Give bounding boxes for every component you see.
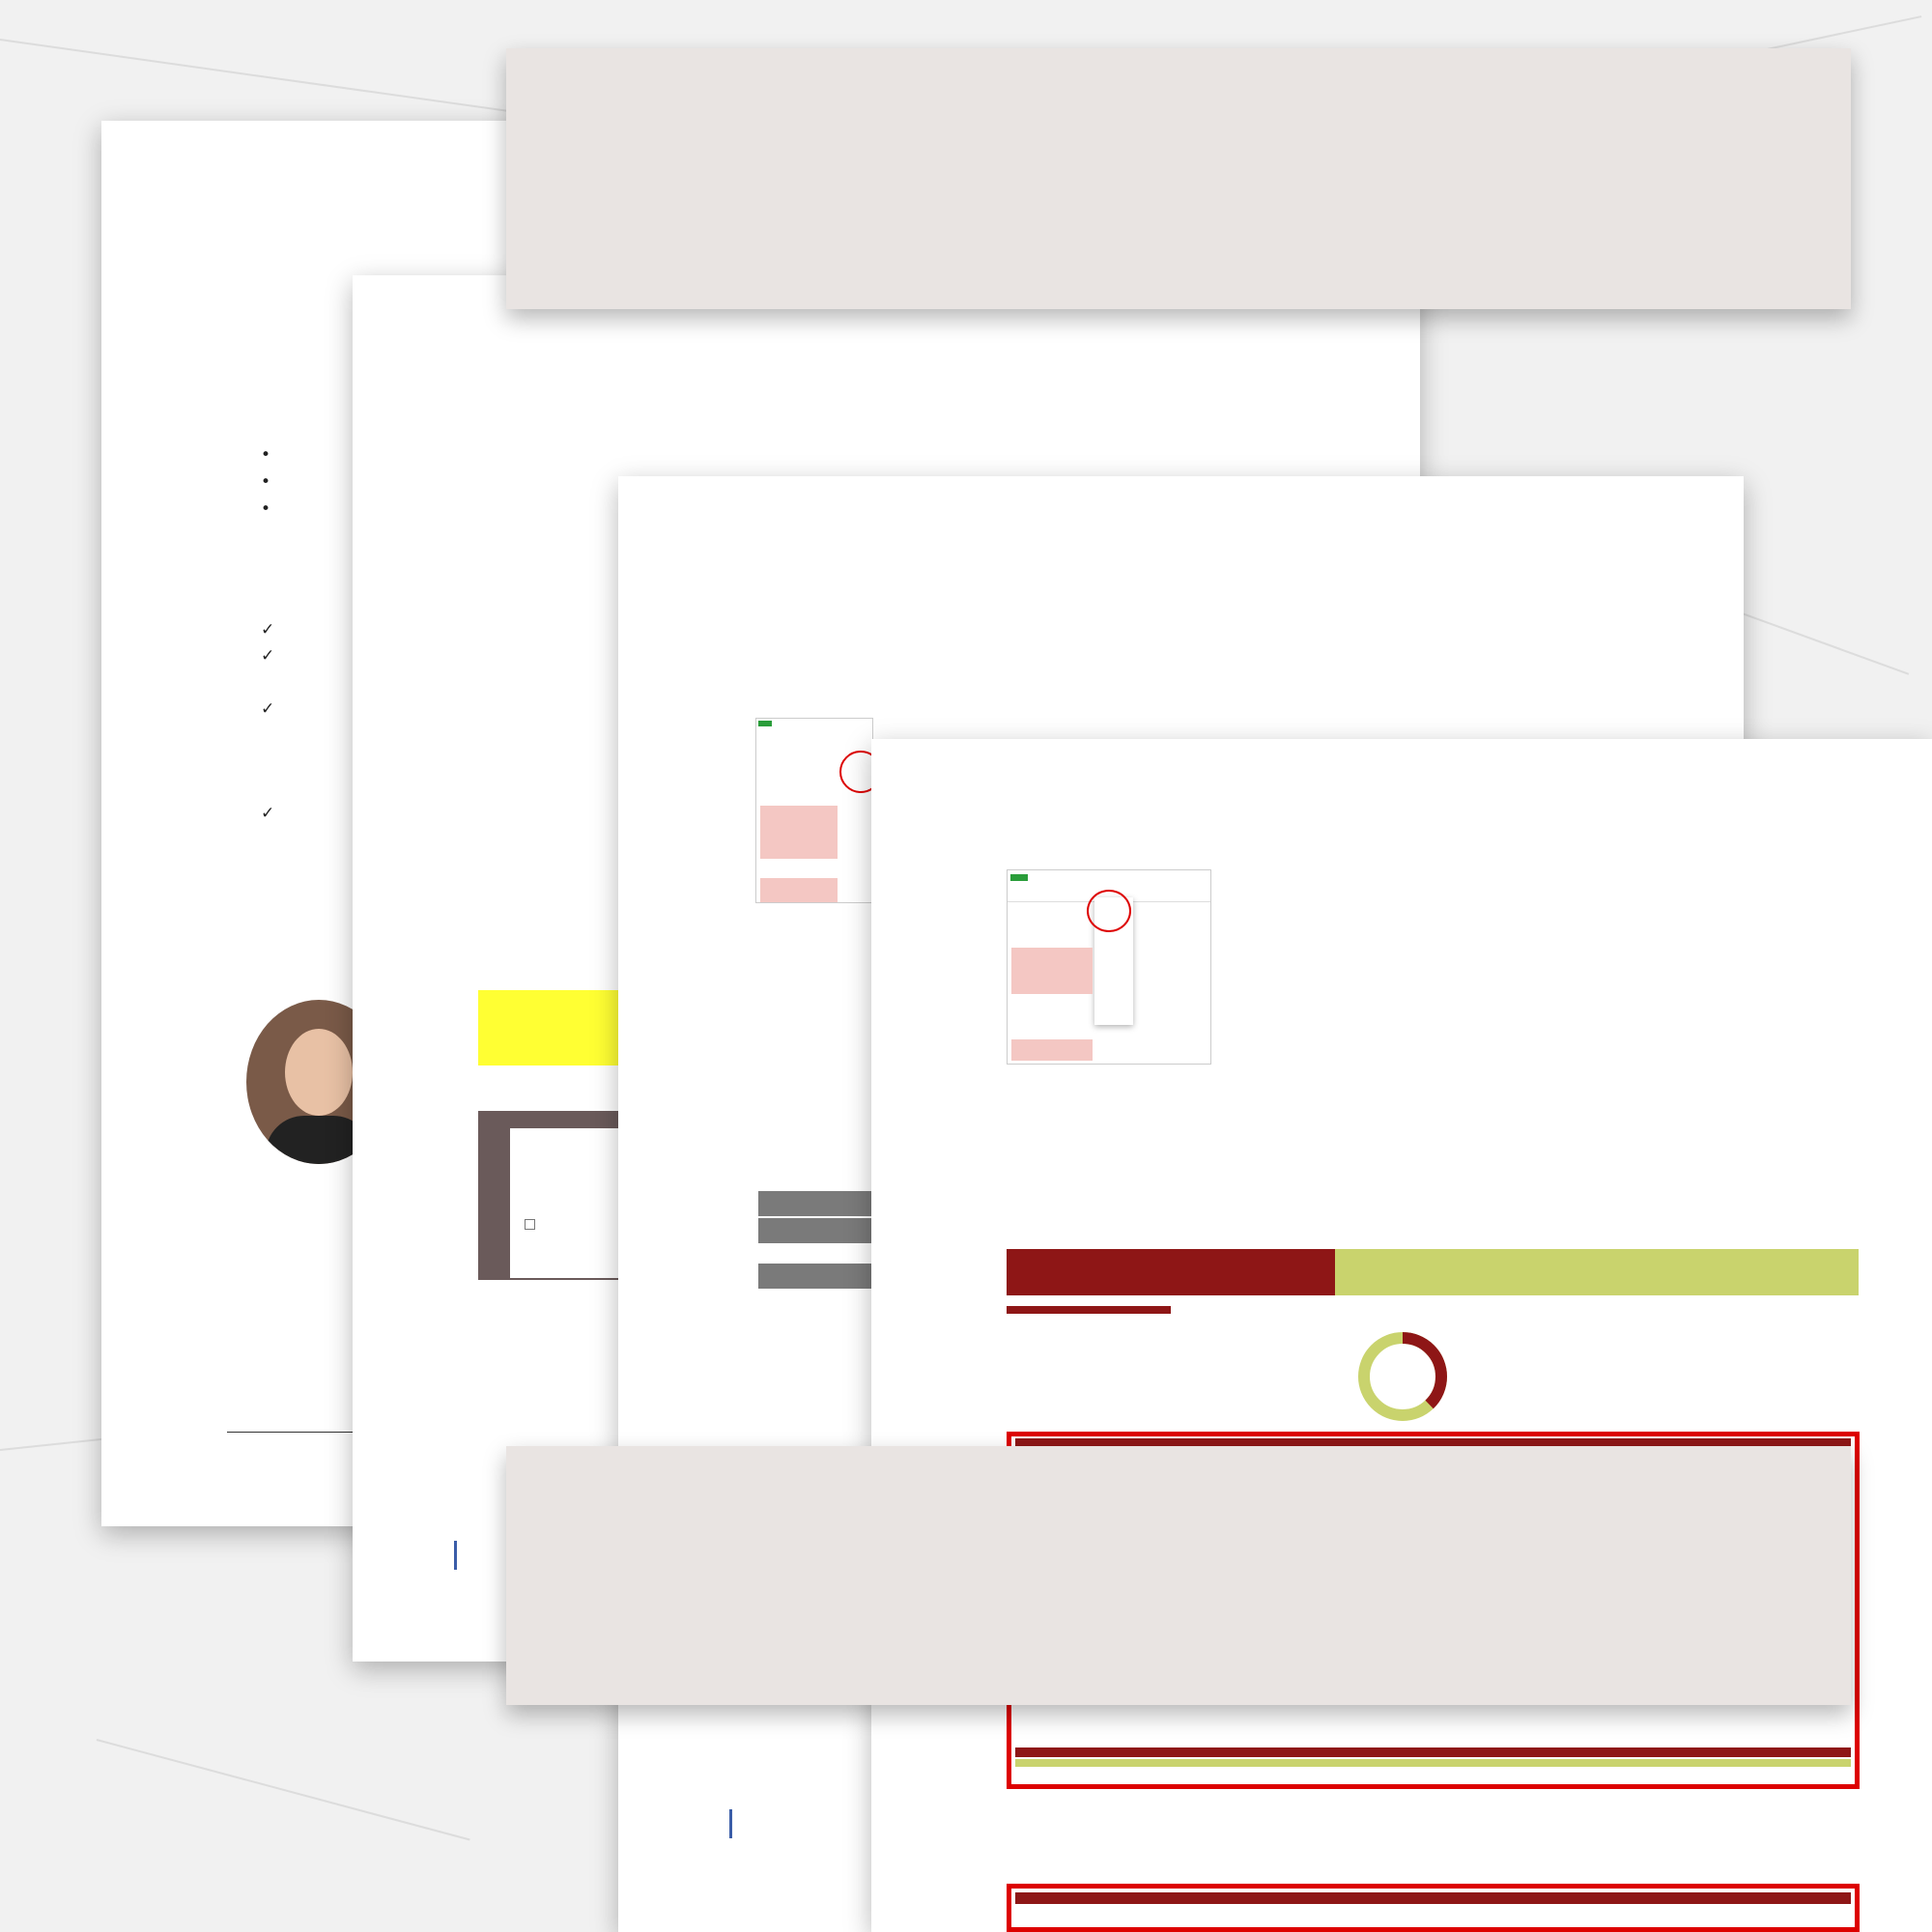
bar-chart (1470, 1307, 1857, 1433)
date-banner (1335, 1249, 1859, 1295)
check-icon: ✓ (261, 699, 275, 719)
bullet: • (261, 499, 271, 519)
bottom-banner (506, 1446, 1851, 1705)
menu-bar (1041, 872, 1069, 883)
top-banner (506, 48, 1851, 309)
bullet: • (261, 472, 271, 492)
zoom-screenshot (1007, 869, 1211, 1065)
editable-cells (1011, 1039, 1093, 1061)
gift-subheader (1015, 1759, 1851, 1767)
zoom-screenshot-small (755, 718, 873, 903)
table-header (1007, 1306, 1171, 1314)
sheets-logo (1010, 874, 1028, 881)
checkbox[interactable] (525, 1219, 535, 1230)
document-page-stocking (871, 739, 1932, 1932)
christmas-header (1007, 1249, 1335, 1295)
summary-stats (1219, 1321, 1345, 1334)
page-number-bar (729, 1809, 732, 1838)
totals-rows (1103, 1847, 1171, 1882)
check-icon: ✓ (261, 620, 275, 639)
red-circle-annotation (1087, 890, 1131, 932)
names-header-bar (1015, 1892, 1851, 1904)
check-icon: ✓ (261, 804, 275, 823)
editable-names-highlight (1007, 1884, 1860, 1932)
bullet: • (261, 445, 271, 465)
editable-cells (1011, 948, 1093, 994)
page-number-bar (454, 1541, 457, 1570)
donut-chart (1354, 1328, 1451, 1425)
check-icon: ✓ (261, 646, 275, 666)
names-table (1007, 1306, 1171, 1403)
gift-table-header (1015, 1747, 1851, 1757)
